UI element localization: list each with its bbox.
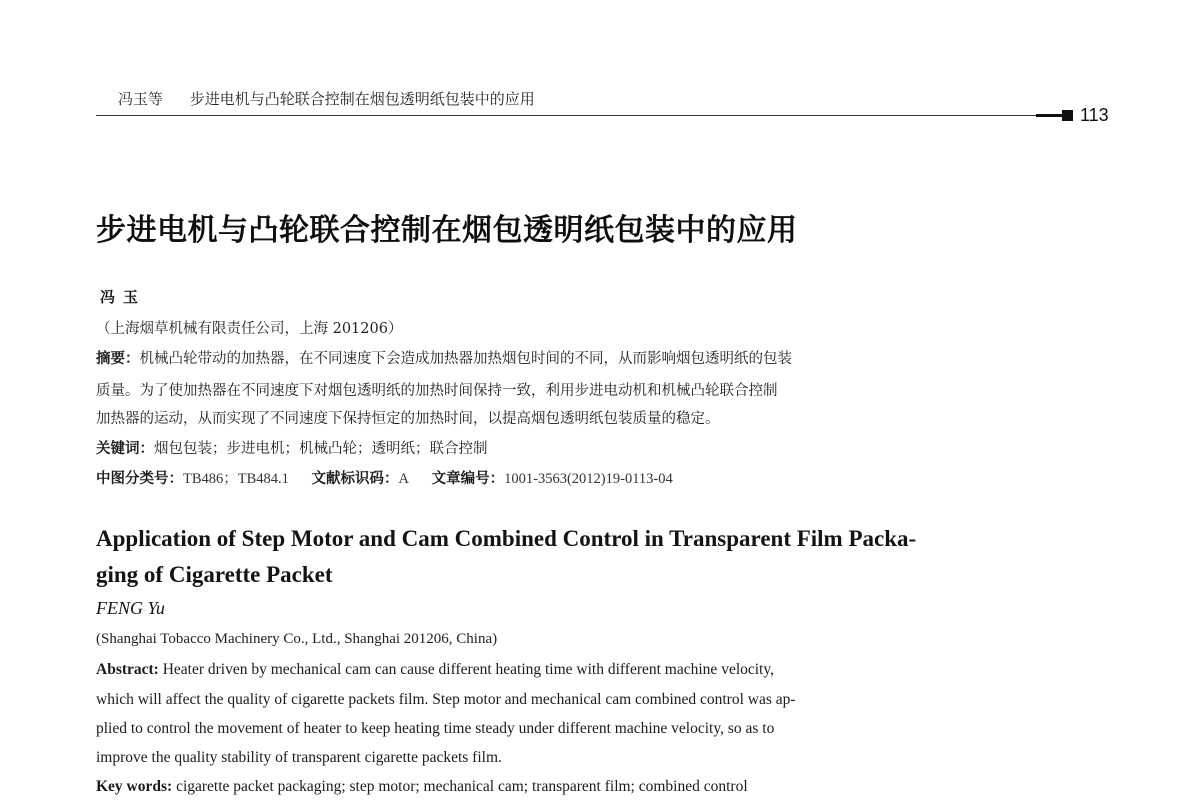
abstract-cn-text: 机械凸轮带动的加热器，在不同速度下会造成加热器加热烟包时间的不同，从而影响烟包透明纸的包装 [139, 351, 792, 367]
keywords-cn-label: 关键词： [96, 441, 154, 457]
abstract-en-line-1 [96, 661, 774, 679]
keywords-en-text: cigarette packet packaging; step motor; mechanical cam; transparent film; combined control [176, 778, 748, 795]
affiliation-cn: （上海烟草机械有限责任公司，上海 201206） [96, 321, 403, 337]
clc-label: 中图分类号： [96, 471, 183, 487]
keywords-cn-text: 烟包包装；步进电机；机械凸轮；透明纸；联合控制 [154, 441, 488, 457]
keywords-en [96, 778, 748, 796]
page-number: 113 [1080, 105, 1109, 125]
abstract-en-line-2: which will affect the quality of cigarette packets film. Step motor and mechanical cam combined control was ap- [96, 691, 796, 708]
classification-line [96, 467, 691, 488]
keywords-en-label: Key words: [96, 778, 173, 795]
paper-title-en-line-2: ging of Cigarette Packet [96, 562, 333, 587]
article-no-value: 1001-3563(2012)19-0113-04 [504, 471, 673, 487]
abstract-en-text: Heater driven by mechanical cam can cause different heating time with different machine velocity, [162, 661, 774, 678]
abstract-en-label: Abstract: [96, 661, 159, 678]
running-header-authors: 冯玉等 [118, 90, 164, 108]
article-no-label: 文章编号： [431, 471, 505, 487]
doc-code-label: 文献标识码： [311, 471, 399, 487]
running-header [118, 88, 535, 109]
header-rule-thick-end [1036, 114, 1062, 117]
square-marker-icon [1062, 110, 1073, 121]
author-cn: 冯玉 [100, 288, 147, 306]
abstract-cn-line-3: 加热器的运动，从而实现了不同速度下保持恒定的加热时间，以提高烟包透明纸包装质量的稳定。 [96, 411, 720, 427]
abstract-cn-line-2: 质量。为了使加热器在不同速度下对烟包透明纸的加热时间保持一致，利用步进电动机和机械凸轮联合控制 [96, 383, 778, 399]
abstract-en-line-3: plied to control the movement of heater to keep heating time steady under different machine velocity, so as to [96, 720, 775, 737]
keywords-cn [96, 437, 488, 458]
clc-value: TB486；TB484.1 [183, 471, 289, 487]
author-en: FENG Yu [96, 598, 165, 618]
running-header-title: 步进电机与凸轮联合控制在烟包透明纸包装中的应用 [189, 90, 535, 108]
paper-title-cn: 步进电机与凸轮联合控制在烟包透明纸包装中的应用 [96, 213, 798, 248]
abstract-cn-line-1 [96, 347, 792, 368]
abstract-cn-label: 摘要： [96, 351, 140, 367]
paper-title-en-line-1: Application of Step Motor and Cam Combined Control in Transparent Film Packa- [96, 526, 917, 551]
affiliation-en: (Shanghai Tobacco Machinery Co., Ltd., Shanghai 201206, China) [96, 631, 498, 647]
header-rule [96, 115, 1060, 116]
doc-code-value: A [398, 471, 410, 487]
abstract-en-line-4: improve the quality stability of transparent cigarette packets film. [96, 749, 502, 766]
